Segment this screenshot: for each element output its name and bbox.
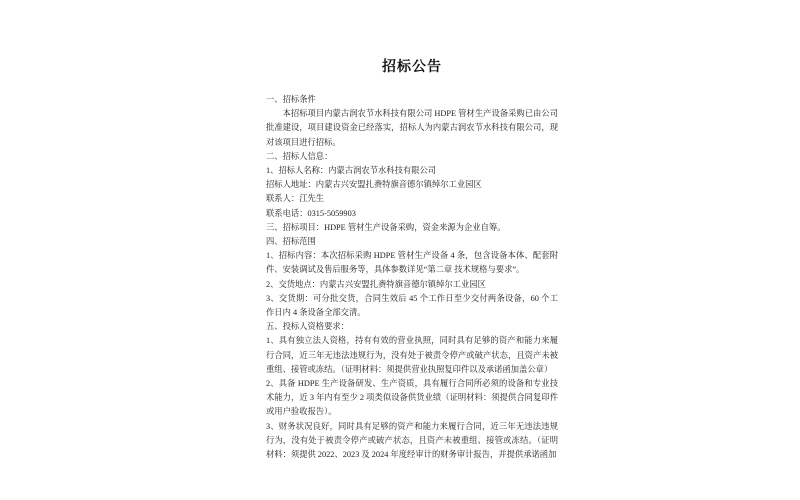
document-title: 招标公告 <box>382 60 442 75</box>
paragraph: 3、财务状况良好，同时具有足够的资产和能力来履行合同，近三年无违法违规行为，没有处于被责令停产或破产状态，且资产未被重组、接管或冻结。（证明材料：须提供 2022、2023 及 2024 年度经审计的财务审计报告，并提供承诺函加 <box>266 421 558 460</box>
paragraph: 1、招标内容：本次招标采购 HDPE 管材生产设备 4 条，包含设备本体、配套附件、安装调试及售后服务等，具体参数详见“第二章 技术规格与要求”。 <box>266 251 558 275</box>
paragraph: 联系电话：0315-5059903 <box>266 208 356 218</box>
paragraph: 联系人：江先生 <box>266 194 325 204</box>
paragraph: 招标人地址：内蒙古兴安盟扎赉特旗音德尔镇绰尔工业园区 <box>266 180 482 190</box>
paragraph: 三、招标项目：HDPE 管材生产设备采购，资金来源为企业自筹。 <box>266 222 506 232</box>
document-body <box>266 56 558 462</box>
paragraph: 本招标项目内蒙古润农节水科技有限公司 HDPE 管材生产设备采购已由公司批准建设，项目建设资金已经落实，招标人为内蒙古润农节水科技有限公司，现对该项目进行招标。 <box>266 109 558 147</box>
paragraph: 3、交货期：可分批交货，合同生效后 45 个工作日至少交付两条设备，60 个工作日内 4 条设备全部交清。 <box>266 293 558 318</box>
paragraph-list <box>266 93 558 462</box>
paragraph: 四、招标范围 <box>266 237 316 247</box>
paragraph: 二、招标人信息： <box>266 151 333 161</box>
paragraph: 2、交货地点：内蒙古兴安盟扎赉特旗音德尔镇绰尔工业园区 <box>266 279 486 289</box>
paragraph: 五、投标人资格要求： <box>266 322 349 332</box>
paragraph: 一、招标条件 <box>266 95 316 104</box>
paragraph: 2、具备 HDPE 生产设备研发、生产资质，具有履行合同所必须的设备和专业技术能力，近 3 年内有至少 2 项类似设备供货业绩（证明材料：须提供合同复印件或用户验收报告）。 <box>266 379 558 417</box>
paragraph: 1、具有独立法人资格，持有有效的营业执照，同时具有足够的资产和能力来履行合同，近三年无违法违规行为，没有处于被责令停产或破产状态，且资产未被重组、接管或冻结。（证明材料：须提供营业执照复印件以及承诺函加盖公章） <box>266 336 558 374</box>
paragraph: 1、招标人名称：内蒙古润农节水科技有限公司 <box>266 166 437 176</box>
